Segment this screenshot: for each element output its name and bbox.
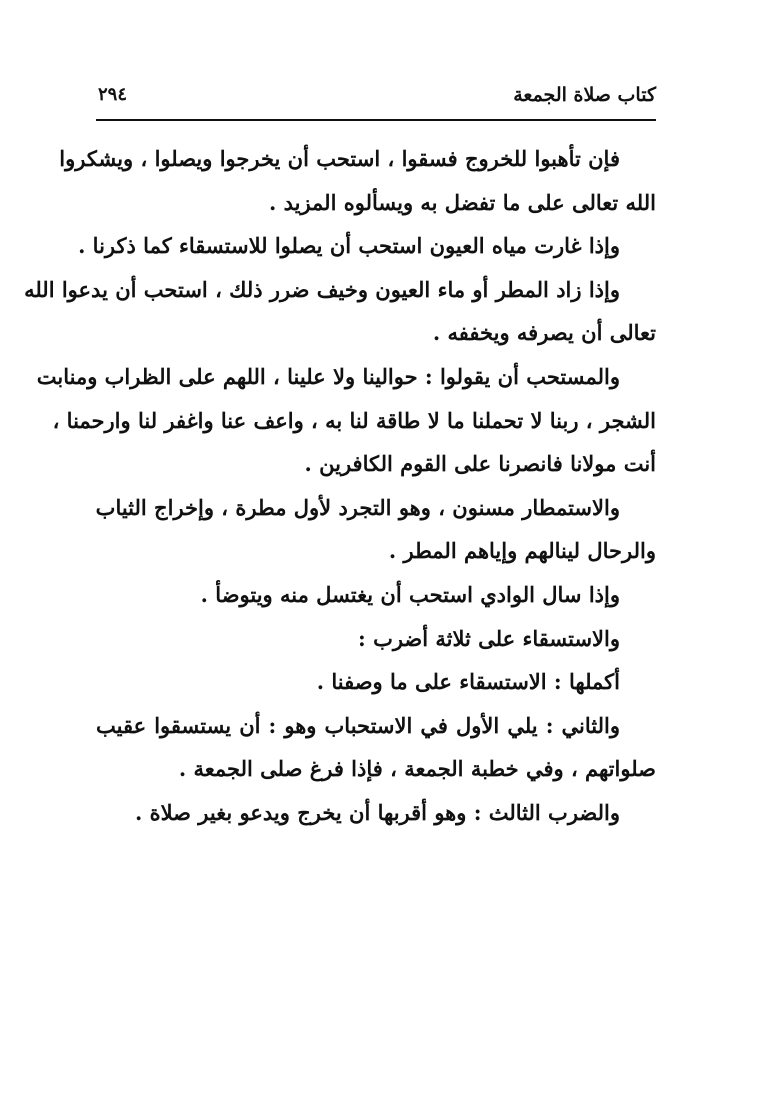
text-line: أكملها : الاستسقاء على ما وصفنا .: [316, 669, 620, 695]
text-line: وإذا زاد المطر أو ماء العيون وخيف ضرر ذلك ، استحب أن يدعوا الله: [24, 276, 620, 302]
text-line: وإذا سال الوادي استحب أن يغتسل منه ويتوضأ .: [200, 581, 620, 607]
chapter-title: كتاب صلاة الجمعة: [513, 84, 656, 106]
text-line: والثاني : يلي الأول في الاستحباب وهو : أن يستسقوا عقيب: [96, 712, 620, 738]
text-line: فإن تأهبوا للخروج فسقوا ، استحب أن يخرجوا ويصلوا ، ويشكروا: [59, 146, 620, 171]
text-line: والمستحب أن يقولوا : حوالينا ولا علينا ، اللهم على الظراب ومنابت: [36, 363, 620, 389]
page-number: ٢٩٤: [98, 84, 128, 105]
text-line: وإذا غارت مياه العيون استحب أن يصلوا للاستسقاء كما ذكرنا .: [78, 233, 620, 259]
text-line: والضرب الثالث : وهو أقربها أن يخرج ويدعو بغير صلاة .: [135, 799, 620, 825]
text-line: والرحال لينالهم وإياهم المطر .: [388, 538, 656, 564]
text-line: أنت مولانا فانصرنا على القوم الكافرين .: [304, 451, 656, 477]
text-line: الشجر ، ربنا لا تحملنا ما لا طاقة لنا به ، واعف عنا واغفر لنا وارحمنا ،: [52, 407, 656, 433]
text-line: الله تعالى على ما تفضل به ويسألوه المزيد .: [268, 189, 656, 215]
header-rule: [96, 119, 656, 121]
text-line: والاستمطار مسنون ، وهو التجرد لأول مطرة ، وإخراج الثياب: [95, 494, 620, 520]
text-line: تعالى أن يصرفه ويخففه .: [432, 320, 656, 346]
text-line: صلواتهم ، وفي خطبة الجمعة ، فإذا فرغ صلى الجمعة .: [178, 756, 656, 782]
running-head: [96, 80, 656, 110]
text-line: والاستسقاء على ثلاثة أضرب :: [358, 625, 620, 651]
body-text: [24, 137, 656, 835]
